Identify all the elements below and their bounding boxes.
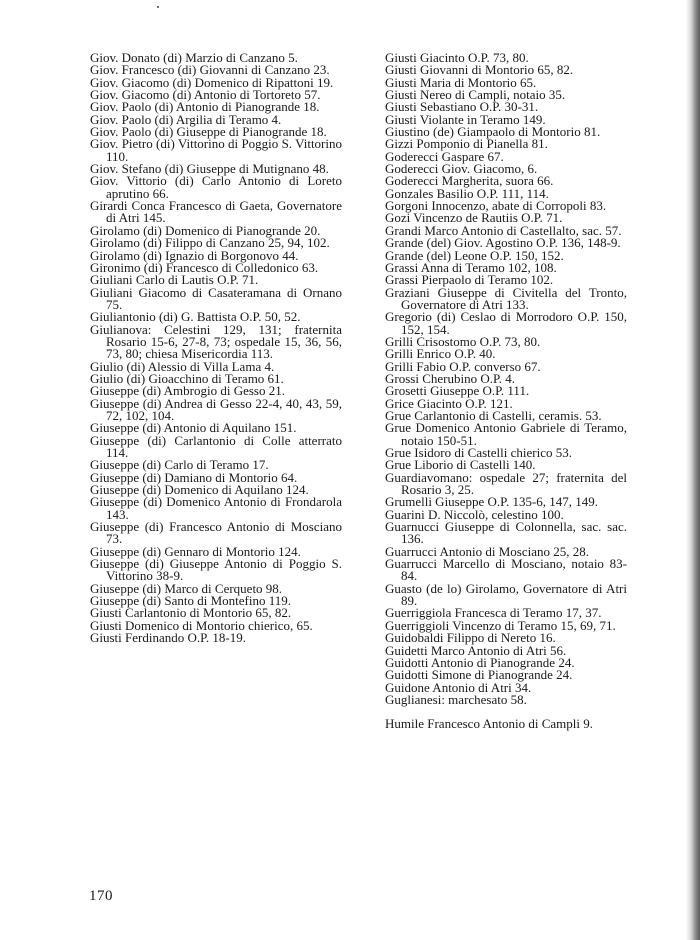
index-entry: Giustino (de) Giampaolo di Montorio 81.	[385, 124, 601, 140]
index-entry: Giuliani Giacomo di Casateramana di Ornano 75.	[90, 284, 342, 312]
index-entry: Gironimo (di) Francesco di Colledonico 63.	[90, 259, 319, 275]
index-entry: Giuseppe (di) Carlo di Teramo 17.	[90, 457, 269, 473]
index-entry: Grande (del) Giov. Agostino O.P. 136, 148-9.	[385, 235, 621, 251]
index-entry: Grande (del) Leone O.P. 150, 152.	[385, 247, 564, 263]
index-entry: Guidone Antonio di Atri 34.	[385, 679, 532, 695]
index-entry: Guglianesi: marchesato 58.	[385, 691, 527, 707]
index-entry: Giusti Violante in Teramo 149.	[385, 111, 546, 127]
index-entry: Grandi Marco Antonio di Castellalto, sac. 57.	[385, 222, 622, 238]
index-entry: Giov. Stefano (di) Giuseppe di Mutignano 48.	[90, 161, 329, 177]
index-entry: Guasto (de lo) Girolamo, Governatore di Atri 89.	[385, 580, 627, 609]
index-entry: Guidotti Antonio di Pianogrande 24.	[385, 654, 575, 670]
index-entry: Giusti Nereo di Campli, notaio 35.	[385, 87, 566, 103]
index-entry: Giusti Giacinto O.P. 73, 80.	[385, 50, 529, 65]
index-entry: Giuseppe (di) Domenico di Aquilano 124.	[90, 482, 309, 498]
index-entry: Giusti Giovanni di Montorio 65, 82.	[385, 62, 574, 78]
index-entry: Guidobaldi Filippo di Nereto 16.	[385, 630, 556, 646]
index-entry: Giusti Carlantonio di Montorio 65, 82.	[90, 605, 292, 621]
index-entry: Guarini D. Niccolò, celestino 100.	[385, 506, 564, 522]
index-entry: Giuliani Carlo di Lautis O.P. 71.	[90, 272, 259, 288]
index-entry: Graziani Giuseppe di Civitella del Tronto, Governatore di Atri 133.	[385, 284, 627, 312]
index-entry: Giov. Paolo (di) Argilia di Teramo 4.	[90, 111, 282, 127]
index-entry: Giusti Domenico di Montorio chierico, 65.	[90, 617, 313, 633]
index-entry: Giuseppe (di) Francesco Antonio di Mosciano 73.	[90, 519, 342, 547]
index-entry: Grosetti Giuseppe O.P. 111.	[385, 383, 530, 399]
index-entry: Giov. Giacomo (di) Domenico di Ripattoni 19.	[90, 74, 334, 90]
index-entry: Gregorio (di) Ceslao di Morrodoro O.P. 150, 152, 154.	[385, 309, 627, 337]
index-entry: Grue Isidoro di Castelli chierico 53.	[385, 445, 573, 460]
index-entry: Giuseppe (di) Giuseppe Antonio di Poggio S. Vittorino 38-9.	[90, 556, 342, 584]
index-entry: Giuseppe (di) Damiano di Montorio 64.	[90, 469, 298, 485]
index-entry: Giuseppe (di) Domenico Antonio di Frondarola 143.	[90, 494, 342, 522]
index-entry: Guidotti Simone di Pianogrande 24.	[385, 667, 573, 683]
index-entry: Gozi Vincenzo de Rautiis O.P. 71.	[385, 210, 563, 226]
index-entry: Giov. Paolo (di) Antonio di Pianogrande 18.	[90, 99, 320, 115]
index-entry: Guardiavomano: ospedale 27; fraternita del Rosario 3, 25.	[385, 469, 627, 498]
index-entry: Grassi Anna di Teramo 102, 108.	[385, 259, 557, 275]
index-entry: Giov. Paolo (di) Giuseppe di Pianogrande 18.	[90, 124, 327, 140]
index-entry: Guarrucci Marcello di Mosciano, notaio 83-84.	[385, 556, 627, 584]
index-entry: Grilli Enrico O.P. 40.	[385, 346, 496, 362]
index-entry: Giulio (di) Alessio di Villa Lama 4.	[90, 358, 275, 374]
index-entry: Guerriggiola Francesca di Teramo 17, 37.	[385, 605, 602, 621]
index-entries-right	[385, 52, 627, 706]
index-entry: Guarnucci Giuseppe di Colonnella, sac. sac. 136.	[385, 519, 627, 547]
index-column-right	[385, 52, 627, 731]
book-spine-shadow	[686, 0, 700, 940]
index-entry: Grossi Cherubino O.P. 4.	[385, 370, 516, 386]
index-entry: Giov. Donato (di) Marzio di Canzano 5.	[90, 50, 298, 65]
index-entry: Grue Carlantonio di Castelli, ceramis. 53.	[385, 407, 602, 423]
index-entry: Giusti Sebastiano O.P. 30-31.	[385, 99, 539, 115]
index-entry: Giuseppe (di) Ambrogio di Gesso 21.	[90, 383, 285, 399]
index-entry: Grilli Fabio O.P. converso 67.	[385, 358, 541, 374]
index-entry: Giuseppe (di) Andrea di Gesso 22-4, 40, 43, 59, 72, 102, 104.	[90, 395, 342, 423]
index-column-left	[90, 52, 342, 645]
index-entry: Giov. Vittorio (di) Carlo Antonio di Loreto aprutino 66.	[90, 173, 342, 201]
index-entry: Giov. Giacomo (di) Antonio di Tortoreto 57.	[90, 87, 321, 103]
index-entry: Giuseppe (di) Gennaro di Montorio 124.	[90, 543, 301, 559]
index-entry: Giulio (di) Gioacchino di Teramo 61.	[90, 370, 284, 386]
index-entry: Girolamo (di) Domenico di Pianogrande 20.	[90, 222, 321, 238]
index-entry: Giov. Pietro (di) Vittorino di Poggio S. Vittorino 110.	[90, 136, 342, 164]
index-entry: Grilli Crisostomo O.P. 73, 80.	[385, 333, 541, 349]
index-entry: Guarrucci Antonio di Mosciano 25, 28.	[385, 543, 589, 559]
index-entry: Grassi Pierpaolo di Teramo 102.	[385, 272, 554, 288]
index-entry: Giuliantonio (di) G. Battista O.P. 50, 52.	[90, 309, 301, 325]
index-entry: Gonzales Basilio O.P. 111, 114.	[385, 185, 549, 201]
index-entry: Grue Liborio di Castelli 140.	[385, 457, 536, 473]
index-entry: Girolamo (di) Ignazio di Borgonovo 44.	[90, 247, 299, 263]
index-entry: Grice Giacinto O.P. 121.	[385, 395, 513, 411]
index-entry: Giusti Ferdinando O.P. 18-19.	[90, 630, 246, 646]
index-entry: Giuseppe (di) Marco di Cerqueto 98.	[90, 580, 283, 596]
index-entry: Giuseppe (di) Santo di Montefino 119.	[90, 593, 291, 609]
index-entry: Giulianova: Celestini 129, 131; fraternita Rosario 15-6, 27-8, 73; ospedale 15, 36, 56, 73, 80; chiesa Misericordia 113.	[90, 321, 342, 362]
index-entry: Humile Francesco Antonio di Campli 9.	[385, 716, 593, 732]
index-entry: Giov. Francesco (di) Giovanni di Canzano 23.	[90, 62, 330, 78]
index-entry: Grue Domenico Antonio Gabriele di Teramo, notaio 150-51.	[385, 420, 627, 448]
page-number: 170	[89, 888, 113, 904]
index-entry: Guidetti Marco Antonio di Atri 56.	[385, 642, 567, 658]
index-entry: Goderecci Gaspare 67.	[385, 148, 504, 164]
index-entry: Goderecci Margherita, suora 66.	[385, 173, 554, 189]
index-entry: Guerriggioli Vincenzo di Teramo 15, 69, 71.	[385, 617, 616, 633]
index-entry: Giuseppe (di) Carlantonio di Colle atterrato 114.	[90, 432, 342, 460]
index-entry: Girolamo (di) Filippo di Canzano 25, 94, 102.	[90, 235, 330, 251]
index-entry: Giuseppe (di) Antonio di Aquilano 151.	[90, 420, 297, 436]
index-entry: Grumelli Giuseppe O.P. 135-6, 147, 149.	[385, 494, 599, 510]
index-entry: Giusti Maria di Montorio 65.	[385, 74, 537, 90]
index-entry: Gorgoni Innocenzo, abate di Corropoli 83.	[385, 198, 607, 214]
scan-speck	[157, 6, 159, 8]
index-entry: Goderecci Giov. Giacomo, 6.	[385, 161, 538, 177]
index-entry: Girardi Conca Francesco di Gaeta, Governatore di Atri 145.	[90, 198, 342, 226]
index-entry: Gizzi Pomponio di Pianella 81.	[385, 136, 548, 152]
